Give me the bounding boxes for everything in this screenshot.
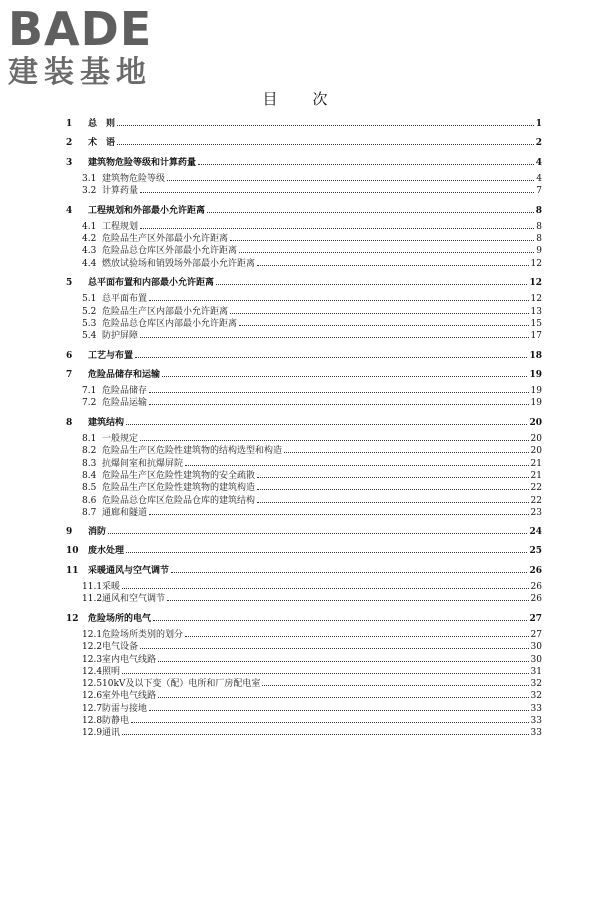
toc-entry-number: 4.3 [82, 246, 97, 257]
toc-chapter-entry[interactable] [66, 416, 542, 428]
toc-entry-page: 20 [529, 417, 542, 428]
toc-leader-dots [131, 721, 529, 723]
toc-leader-dots [126, 423, 527, 425]
toc-entry-title: 术 语 [88, 138, 116, 149]
toc-leader-dots [207, 211, 534, 213]
toc-entry-page: 18 [529, 350, 542, 361]
toc-entry-number: 5.3 [82, 318, 97, 329]
toc-leader-dots [149, 513, 529, 515]
toc-leader-dots [239, 324, 529, 326]
toc-chapter-entry[interactable] [66, 349, 542, 361]
toc-section-entry[interactable] [66, 726, 542, 738]
toc-section-entry[interactable] [66, 317, 542, 329]
toc-leader-dots [117, 124, 534, 126]
toc-entry-number: 8.7 [82, 507, 97, 518]
toc-entry-number: 12.5 [82, 679, 103, 690]
toc-section-entry[interactable] [66, 432, 542, 444]
toc-leader-dots [140, 647, 529, 649]
toc-section-entry[interactable] [66, 665, 542, 677]
toc-leader-dots [262, 684, 528, 686]
toc-section-entry[interactable] [66, 292, 542, 304]
bade-logo [8, 2, 178, 92]
toc-leader-dots [198, 163, 534, 165]
toc-entry-page: 27 [529, 613, 542, 624]
toc-entry-page: 22 [530, 483, 542, 494]
toc-leader-dots [239, 251, 534, 253]
toc-section-entry[interactable] [66, 469, 542, 481]
toc-entry-number: 1 [66, 119, 73, 129]
toc-section-entry[interactable] [66, 640, 542, 652]
toc-leader-dots [140, 439, 529, 441]
toc-chapter-entry[interactable] [66, 117, 542, 129]
toc-entry-number: 3.1 [82, 173, 97, 184]
toc-entry-page: 21 [530, 458, 542, 469]
logo-wordmark: BADE [8, 2, 153, 56]
toc-entry-number: 8.2 [82, 446, 97, 457]
toc-chapter-entry[interactable] [66, 564, 542, 576]
toc-section-entry[interactable] [66, 592, 542, 604]
toc-entry-page: 30 [530, 642, 542, 653]
toc-entry-number: 5 [66, 278, 73, 288]
toc-leader-dots [140, 191, 534, 193]
toc-entry-page: 30 [530, 654, 542, 665]
toc-entry-number: 12.1 [82, 629, 103, 640]
toc-entry-number: 7.2 [82, 398, 97, 409]
toc-leader-dots [153, 619, 527, 621]
toc-leader-dots [122, 733, 529, 735]
toc-entry-number: 12.6 [82, 691, 103, 702]
toc-section-entry[interactable] [66, 305, 542, 317]
toc-entry-number: 8.3 [82, 458, 97, 469]
toc-chapter-entry[interactable] [66, 204, 542, 216]
toc-leader-dots [122, 672, 529, 674]
toc-entry-page: 33 [530, 716, 542, 726]
toc-entry-title: 危险品总仓库区内部最小允许距离 [102, 318, 238, 329]
toc-leader-dots [257, 476, 529, 478]
toc-section-entry[interactable] [66, 506, 542, 518]
toc-entry-page: 15 [530, 318, 542, 329]
toc-entry-title: 危险品总仓库区危险品仓库的建筑结构 [102, 495, 256, 506]
toc-entry-page: 8 [536, 221, 542, 232]
toc-section-entry[interactable] [66, 628, 542, 640]
toc-entry-number: 8.1 [82, 434, 97, 444]
toc-entry-title: 抗爆间室和抗爆屏院 [102, 458, 184, 469]
toc-entry-page: 17 [530, 331, 542, 342]
toc-entry-page: 26 [529, 565, 542, 576]
toc-entry-number: 8 [66, 417, 73, 428]
toc-section-entry[interactable] [66, 257, 542, 269]
toc-section-entry[interactable] [66, 457, 542, 469]
toc-entry-number: 8.4 [82, 470, 97, 481]
toc-section-entry[interactable] [66, 184, 542, 196]
toc-entry-number: 11.2 [82, 594, 103, 605]
toc-leader-dots [257, 264, 529, 266]
toc-entry-page: 20 [530, 434, 542, 444]
toc-section-entry[interactable] [66, 396, 542, 408]
toc-entry-title: 采暖 [102, 582, 121, 592]
toc-entry-number: 7 [66, 369, 73, 380]
toc-entry-title: 危险品总仓库区外部最小允许距离 [102, 246, 238, 257]
toc-section-entry[interactable] [66, 714, 542, 726]
toc-entry-title: 一般规定 [102, 434, 139, 444]
toc-entry-page: 19 [529, 369, 542, 380]
toc-section-entry[interactable] [66, 232, 542, 244]
toc-entry-number: 12.9 [82, 728, 103, 739]
toc-entry-page: 31 [530, 666, 542, 677]
toc-entry-page: 9 [536, 246, 542, 257]
toc-entry-page: 32 [530, 679, 542, 690]
toc-leader-dots [122, 587, 529, 589]
toc-entry-number: 4 [66, 205, 73, 216]
toc-leader-dots [171, 571, 527, 573]
toc-entry-page: 19 [530, 398, 542, 409]
toc-entry-number: 12.7 [82, 703, 103, 714]
toc-entry-number: 5.4 [82, 331, 97, 342]
toc-entry-title: 燃放试验场和销毁场外部最小允许距离 [102, 258, 256, 269]
toc-entry-page: 12 [530, 294, 542, 305]
toc-entry-page: 25 [529, 546, 542, 557]
toc-entry-page: 1 [535, 119, 542, 129]
toc-entry-title: 防静电 [102, 716, 130, 726]
toc-entry-page: 22 [530, 495, 542, 506]
toc-chapter-entry[interactable] [66, 276, 542, 288]
toc-entry-number: 4.2 [82, 234, 97, 245]
toc-section-entry[interactable] [66, 689, 542, 701]
toc-leader-dots [230, 239, 534, 241]
toc-entry-title: 危险场所类别的划分 [102, 629, 184, 640]
toc-entry-title: 危险品生产区内部最小允许距离 [102, 306, 229, 317]
toc-entry-title: 总平面布置 [102, 294, 148, 305]
toc-entry-title: 工艺与布置 [88, 350, 134, 361]
toc-leader-dots [158, 660, 529, 662]
toc-entry-page: 8 [536, 234, 542, 245]
toc-entry-title: 总平面布置和内部最小允许距离 [88, 278, 215, 288]
toc-entry-title: 通风和空气调节 [102, 594, 166, 605]
toc-entry-number: 4.4 [82, 258, 97, 269]
toc-entry-title: 防护屏障 [102, 331, 139, 342]
toc-entry-number: 12.8 [82, 716, 103, 726]
toc-leader-dots [108, 532, 527, 534]
toc-entry-page: 8 [535, 205, 542, 216]
toc-leader-dots [185, 635, 529, 637]
toc-leader-dots [284, 451, 529, 453]
toc-leader-dots [149, 403, 529, 405]
toc-entry-number: 3 [66, 157, 73, 168]
toc-entry-page: 19 [530, 386, 542, 397]
toc-entry-page: 27 [530, 629, 542, 640]
toc-chapter-entry[interactable] [66, 612, 542, 624]
toc-entry-number: 12.2 [82, 642, 103, 653]
toc-leader-dots [162, 375, 527, 377]
toc-leader-dots [149, 391, 529, 393]
toc-chapter-entry[interactable] [66, 368, 542, 380]
toc-entry-page: 26 [530, 594, 542, 605]
toc-entry-title: 危险品生产区危险性建筑物的安全疏散 [102, 470, 256, 481]
toc-section-entry[interactable] [66, 444, 542, 456]
toc-entry-page: 33 [530, 703, 542, 714]
toc-entry-number: 9 [66, 527, 73, 538]
toc-entry-title: 危险品生产区危险性建筑物的建筑构造 [102, 483, 256, 494]
toc-entry-page: 2 [535, 138, 542, 149]
toc-entry-page: 12 [529, 278, 542, 288]
toc-entry-number: 12.4 [82, 666, 103, 677]
toc-leader-dots [149, 709, 529, 711]
toc-entry-title: 危险品生产区危险性建筑物的结构选型和构造 [102, 446, 283, 457]
toc-section-entry[interactable] [66, 653, 542, 665]
toc-entry-page: 23 [530, 507, 542, 518]
toc-section-entry[interactable] [66, 481, 542, 493]
toc-section-entry[interactable] [66, 329, 542, 341]
toc-entry-number: 12.3 [82, 654, 103, 665]
toc-entry-title: 10kV及以下变（配）电所和厂房配电室 [102, 679, 261, 690]
toc-entry-title: 危险品运输 [102, 398, 148, 409]
toc-entry-page: 24 [529, 527, 542, 538]
toc-leader-dots [140, 336, 529, 338]
toc-entry-title: 电气设备 [102, 642, 139, 653]
toc-entry-number: 4.1 [82, 221, 97, 232]
toc-entry-title: 通廊和隧道 [102, 507, 148, 518]
toc-leader-dots [117, 143, 534, 145]
toc-section-entry[interactable] [66, 702, 542, 714]
toc-entry-number: 6 [66, 350, 73, 361]
toc-entry-page: 26 [530, 582, 542, 592]
toc-chapter-entry[interactable] [66, 156, 542, 168]
toc-entry-title: 通讯 [102, 728, 121, 739]
toc-entry-title: 室内电气线路 [102, 654, 157, 665]
toc-leader-dots [167, 179, 534, 181]
toc-section-entry[interactable] [66, 580, 542, 592]
logo-chinese-name: 建装基地 [8, 55, 152, 90]
toc-leader-dots [185, 464, 529, 466]
toc-entry-title: 消防 [88, 527, 107, 538]
toc-entry-title: 室外电气线路 [102, 691, 157, 702]
toc-entry-number: 8.5 [82, 483, 97, 494]
toc-entry-title: 计算药量 [102, 186, 139, 197]
toc-leader-dots [257, 488, 529, 490]
toc-entry-title: 总 则 [88, 119, 116, 129]
toc-entry-number: 5.2 [82, 306, 97, 317]
toc-leader-dots [135, 356, 527, 358]
toc-chapter-entry[interactable] [66, 544, 542, 556]
toc-entry-page: 13 [530, 306, 542, 317]
toc-leader-dots [257, 501, 529, 503]
toc-entry-title: 工程规划 [102, 221, 139, 232]
toc-section-entry[interactable] [66, 220, 542, 232]
toc-section-entry[interactable] [66, 244, 542, 256]
page-title: 目 次 [262, 90, 338, 108]
toc-entry-page: 21 [530, 470, 542, 481]
toc-entry-title: 采暖通风与空气调节 [88, 565, 170, 576]
toc-entry-page: 7 [536, 186, 542, 197]
toc-section-entry[interactable] [66, 172, 542, 184]
toc-entry-number: 7.1 [82, 386, 97, 397]
toc-entry-title: 危险场所的电气 [88, 613, 152, 624]
toc-entry-page: 33 [530, 728, 542, 739]
toc-leader-dots [216, 283, 527, 285]
toc-entry-title: 危险品生产区外部最小允许距离 [102, 234, 229, 245]
toc-entry-title: 危险品储存和运输 [88, 369, 161, 380]
toc-entry-number: 5.1 [82, 294, 97, 305]
toc-entry-page: 20 [530, 446, 542, 457]
toc-entry-number: 11 [66, 565, 79, 576]
toc-chapter-entry[interactable] [66, 136, 542, 148]
toc-leader-dots [167, 599, 529, 601]
toc-entry-number: 11.1 [82, 582, 103, 592]
toc-entry-page: 12 [530, 258, 542, 269]
toc-section-entry[interactable] [66, 384, 542, 396]
toc-entry-number: 2 [66, 138, 73, 149]
toc-entry-number: 12 [66, 613, 79, 624]
toc-entry-title: 建筑物危险等级 [102, 173, 166, 184]
toc-entry-number: 3.2 [82, 186, 97, 197]
toc-entry-title: 建筑物危险等级和计算药量 [88, 157, 197, 168]
toc-entry-title: 防雷与接地 [102, 703, 148, 714]
toc-leader-dots [149, 299, 529, 301]
toc-entry-title: 危险品储存 [102, 386, 148, 397]
toc-leader-dots [140, 227, 534, 229]
toc-entry-page: 4 [535, 157, 542, 168]
toc-entry-number: 10 [66, 546, 79, 557]
toc-entry-number: 8.6 [82, 495, 97, 506]
toc-chapter-entry[interactable] [66, 525, 542, 537]
toc-entry-title: 建筑结构 [88, 417, 125, 428]
toc-entry-title: 工程规划和外部最小允许距离 [88, 205, 206, 216]
toc-leader-dots [158, 696, 529, 698]
toc-entry-title: 废水处理 [88, 546, 125, 557]
toc-entry-title: 照明 [102, 666, 121, 677]
toc-leader-dots [230, 312, 529, 314]
toc-section-entry[interactable] [66, 677, 542, 689]
toc-section-entry[interactable] [66, 494, 542, 506]
toc-leader-dots [126, 551, 527, 553]
toc-entry-page: 32 [530, 691, 542, 702]
toc-entry-page: 4 [536, 173, 542, 184]
